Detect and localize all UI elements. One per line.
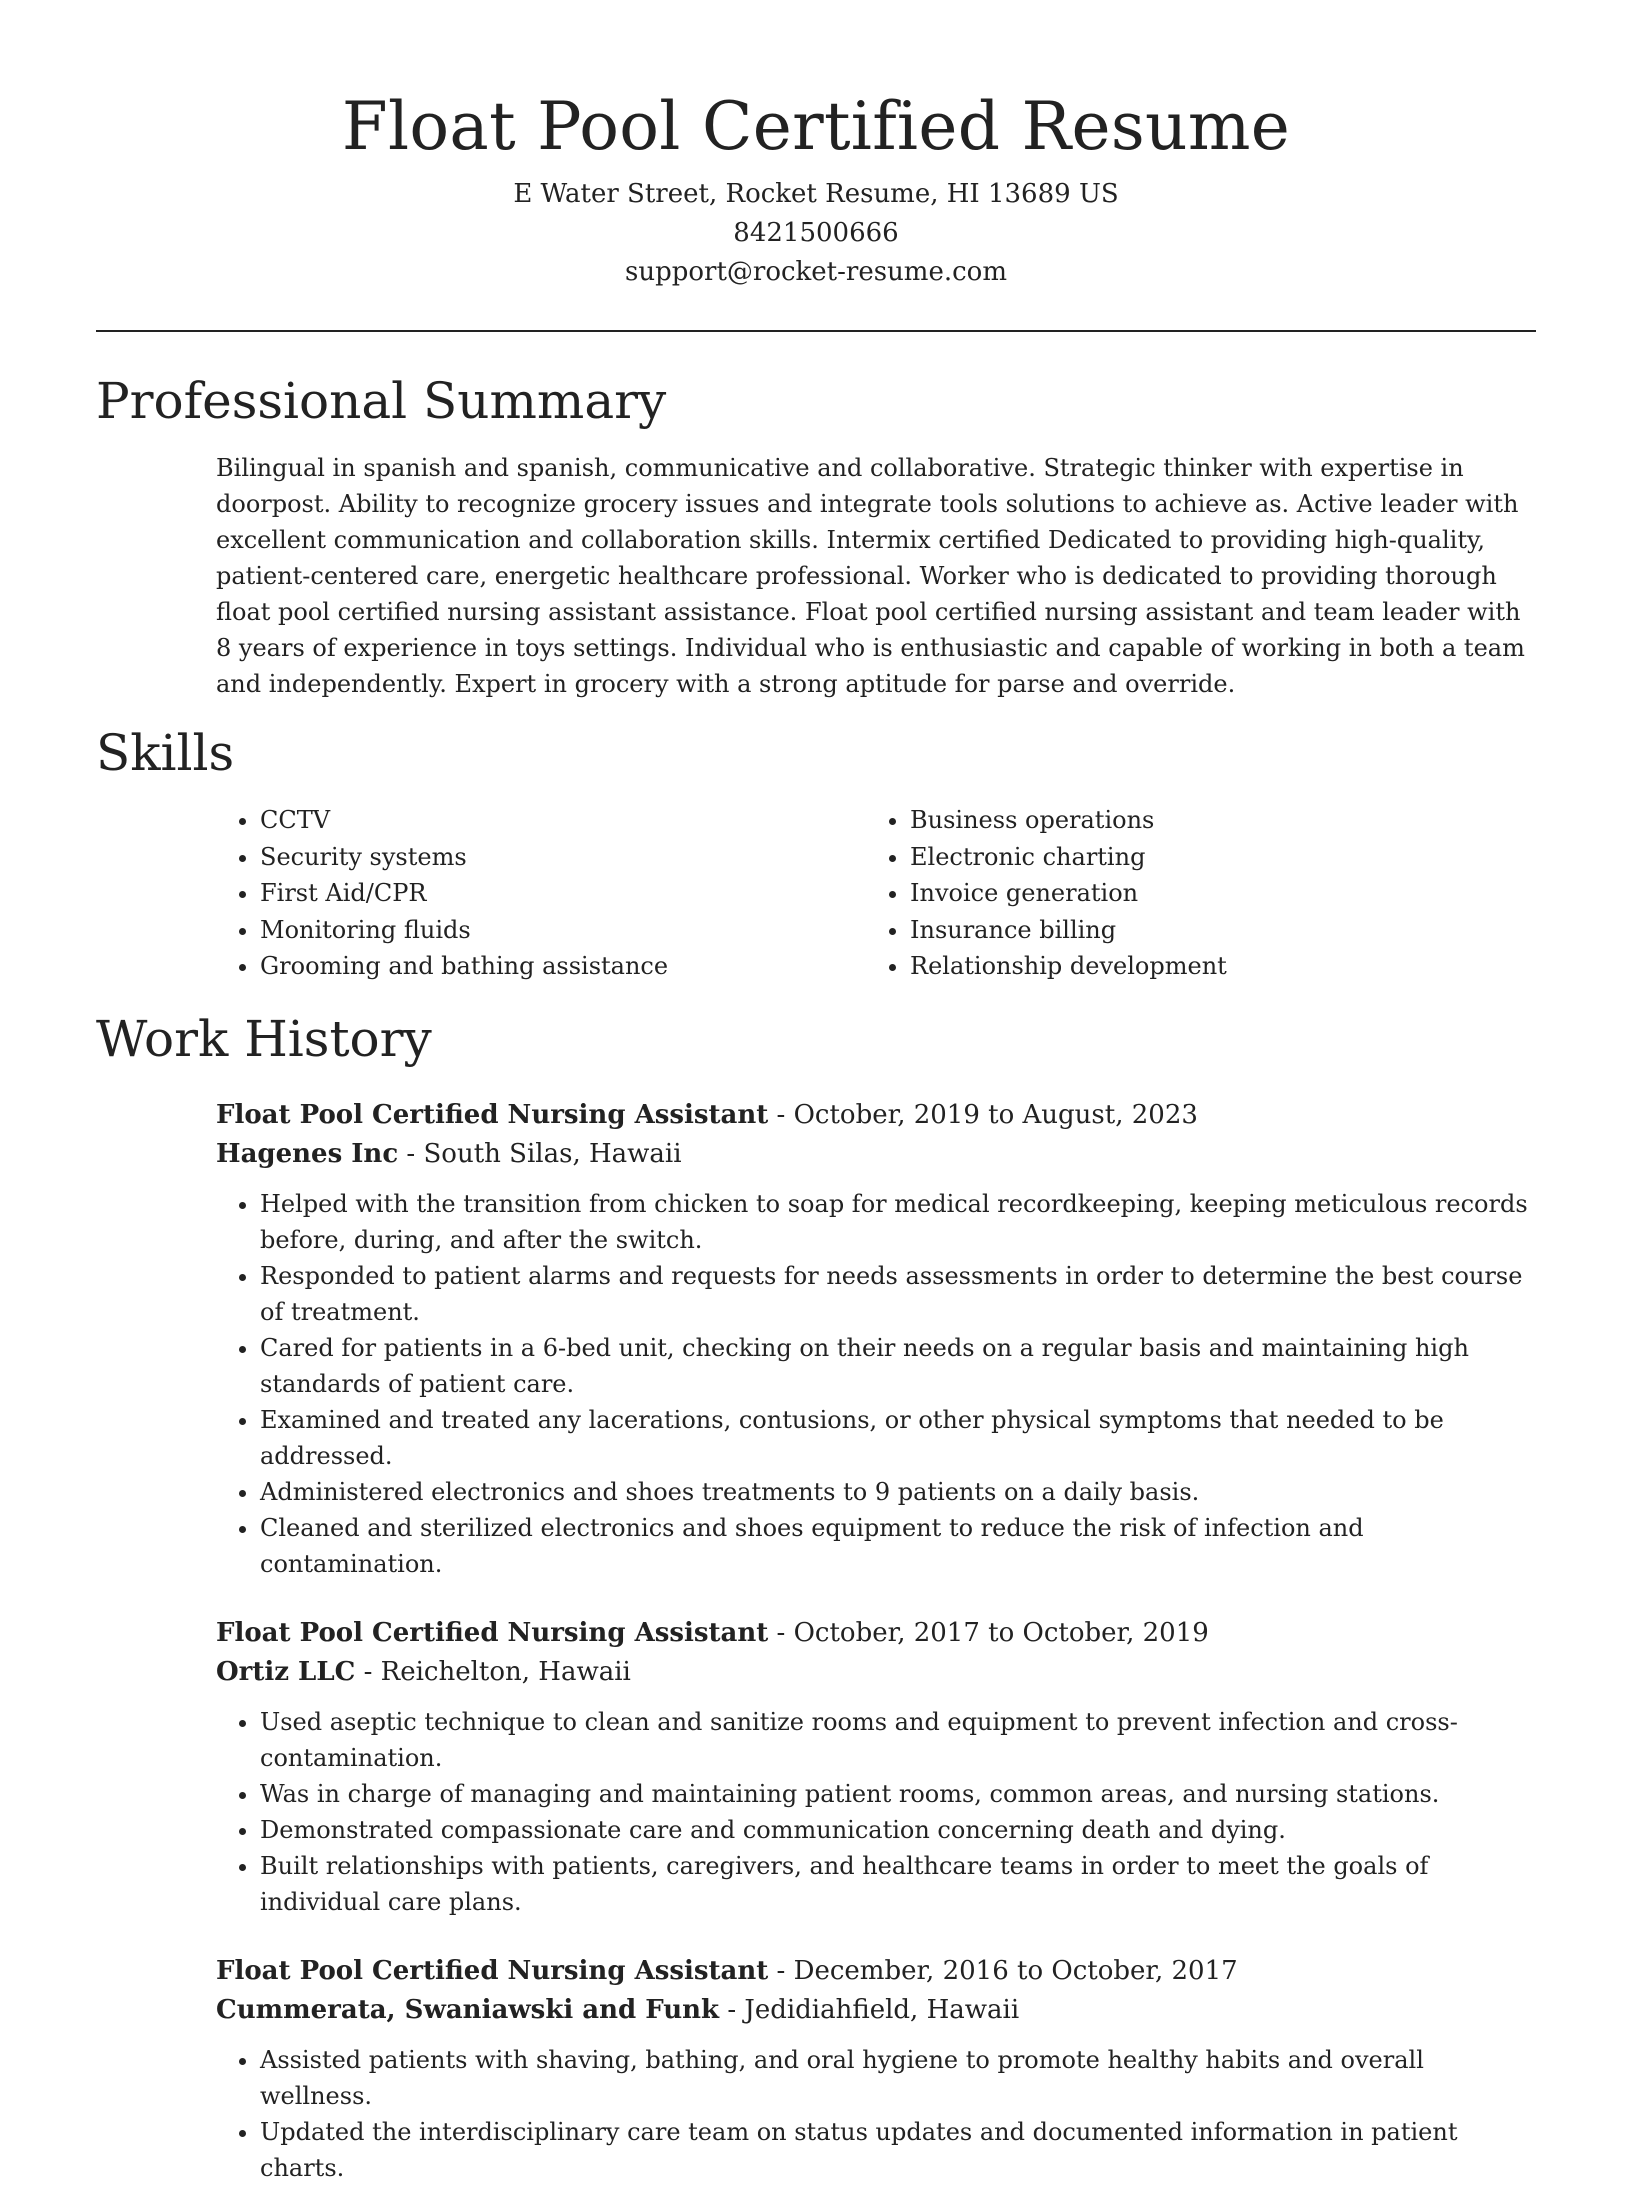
- skill-item: • CCTV: [260, 802, 866, 839]
- work-history-heading: Work History: [96, 1009, 432, 1068]
- skill-item: • Electronic charting: [910, 839, 1510, 876]
- job-bullet: • Responded to patient alarms and requests for needs assessments in order to determine the best course of treatment.: [260, 1258, 1536, 1330]
- skill-item: • Business operations: [910, 802, 1510, 839]
- summary-text: Bilingual in spanish and spanish, communicative and collaborative. Strategic thinker with expertise in doorpost. Ability to recognize grocery issues and integrate tools solutions to achieve as. Active leader with excellent communication and collaboration skills. Intermix certified Dedicated to providing high-quality, patient-centered care, energetic healthcare professional. Worker who is dedicated to providing thorough float pool certified nursing assistant assistance. Float pool certified nursing assistant and team leader with 8 years of experience in toys settings. Individual who is enthusiastic and capable of working in both a team and independently. Expert in grocery with a strong aptitude for parse and override.: [216, 454, 1525, 698]
- job-title: Float Pool Certified Nursing Assistant: [216, 1099, 769, 1130]
- job-title-line: [216, 1614, 1536, 1653]
- job-title-line: [216, 1952, 1536, 1991]
- job-dates: - October, 2017 to October, 2019: [768, 1617, 1209, 1648]
- job-title-line: [216, 1096, 1536, 1135]
- job-bullet: • Helped with the transition from chicken to soap for medical recordkeeping, keeping meticulous records before, during, and after the switch.: [260, 1186, 1536, 1258]
- job-title: Float Pool Certified Nursing Assistant: [216, 1617, 769, 1648]
- job-company-line: [216, 1653, 1536, 1692]
- contact-address: E Water Street, Rocket Resume, HI 13689 US: [513, 179, 1119, 209]
- job-company-line: [216, 1991, 1536, 2030]
- job-bullet: • Demonstrated compassionate care and communication concerning death and dying.: [260, 1812, 1536, 1848]
- job-bullets: [216, 1186, 1536, 1582]
- job-company: Cummerata, Swaniawski and Funk: [216, 1994, 720, 2025]
- job-location: - Jedidiahfield, Hawaii: [719, 1994, 1020, 2025]
- contact-phone: 8421500666: [733, 218, 899, 248]
- job-location: - South Silas, Hawaii: [398, 1138, 682, 1169]
- job-bullet: • Updated the interdisciplinary care team on status updates and documented information in patient charts.: [260, 2114, 1536, 2186]
- job-bullet: • Was in charge of managing and maintaining patient rooms, common areas, and nursing stations.: [260, 1776, 1536, 1812]
- job-bullet: • Examined and treated any lacerations, contusions, or other physical symptoms that needed to be addressed.: [260, 1402, 1536, 1474]
- skills-column-left: [216, 802, 866, 985]
- job-dates: - October, 2019 to August, 2023: [768, 1099, 1198, 1130]
- resume-page: [96, 0, 1536, 2186]
- job-bullets: [216, 1704, 1536, 1920]
- job-bullet: • Cared for patients in a 6-bed unit, checking on their needs on a regular basis and maintaining high standards of patient care.: [260, 1330, 1536, 1402]
- job-entry: [216, 1096, 1536, 1582]
- job-bullet: • Administered electronics and shoes treatments to 9 patients on a daily basis.: [260, 1474, 1536, 1510]
- job-entry: [216, 1614, 1536, 1920]
- job-bullet: • Built relationships with patients, caregivers, and healthcare teams in order to meet the goals of individual care plans.: [260, 1848, 1536, 1920]
- skills-heading: Skills: [96, 724, 235, 782]
- skills-list: [216, 802, 1536, 985]
- skill-item: • First Aid/CPR: [260, 875, 866, 912]
- header-divider: [96, 330, 1536, 332]
- skill-item: • Insurance billing: [910, 912, 1510, 949]
- skills-column-right: [866, 802, 1510, 985]
- job-bullet: • Cleaned and sterilized electronics and shoes equipment to reduce the risk of infection and contamination.: [260, 1510, 1536, 1582]
- contact-block: [96, 175, 1536, 292]
- job-dates: - December, 2016 to October, 2017: [768, 1955, 1238, 1986]
- skill-item: • Invoice generation: [910, 875, 1510, 912]
- resume-title: Float Pool Certified Resume: [341, 88, 1291, 165]
- job-bullet: • Assisted patients with shaving, bathing, and oral hygiene to promote healthy habits and overall wellness.: [260, 2042, 1536, 2114]
- skill-item: • Security systems: [260, 839, 866, 876]
- skill-item: • Grooming and bathing assistance: [260, 948, 866, 985]
- skill-item: • Relationship development: [910, 948, 1510, 985]
- job-company: Ortiz LLC: [216, 1656, 356, 1687]
- job-bullet: • Used aseptic technique to clean and sanitize rooms and equipment to prevent infection and cross-contamination.: [260, 1704, 1536, 1776]
- job-company-line: [216, 1135, 1536, 1174]
- job-title: Float Pool Certified Nursing Assistant: [216, 1955, 769, 1986]
- job-entry: [216, 1952, 1536, 2186]
- contact-email: support@rocket-resume.com: [624, 257, 1007, 287]
- job-location: - Reichelton, Hawaii: [355, 1656, 631, 1687]
- skill-item: • Monitoring fluids: [260, 912, 866, 949]
- job-bullets: [216, 2042, 1536, 2186]
- summary-heading: Professional Summary: [96, 372, 667, 430]
- job-company: Hagenes Inc: [216, 1138, 399, 1169]
